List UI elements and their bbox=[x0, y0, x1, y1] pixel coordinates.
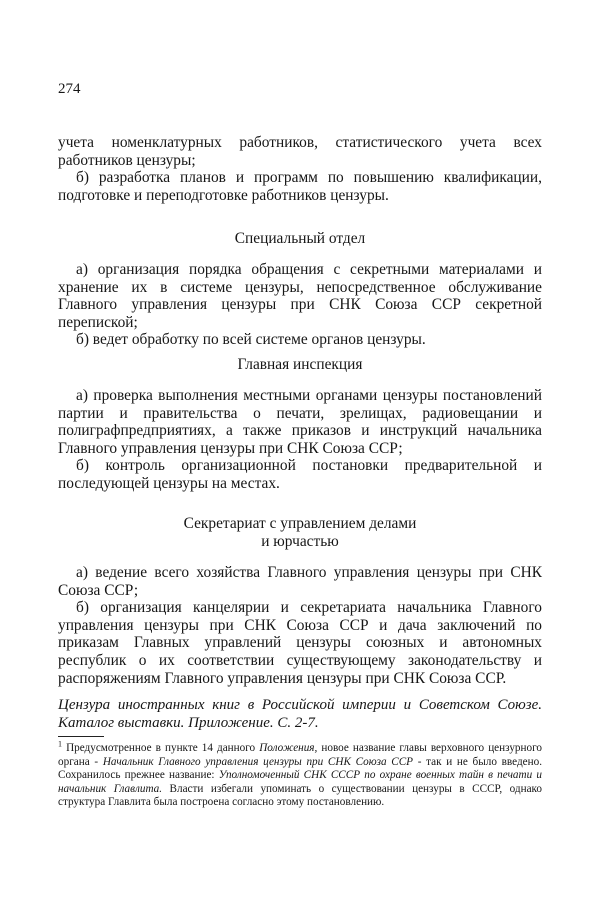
section-title-secretariat bbox=[58, 515, 542, 550]
special-department-block bbox=[58, 261, 542, 349]
footnote-text: Власти избегали упоминать о существовании цензуры в СССР, однако структура Главлита была построена согласно этому постановлению. bbox=[58, 782, 542, 809]
paragraph: б) организация канцелярии и секретариата начальника Главного управления цензуры при СНК Союза ССР и дача заключений по приказам Главных управлений цензуры союзных и автономных республик о их соответствии существующему законодательству и распоряжениям Главного управления цензуры при СНК Союза ССР. bbox=[58, 599, 542, 687]
footnote-italic: Уполномоченный СНК СССР по охране военных тайн в печати и начальник Главлита. bbox=[58, 769, 542, 795]
paragraph: учета номенклатурных работников, статистического учета всех работников цензуры; bbox=[58, 134, 542, 169]
main-inspection-block bbox=[58, 387, 542, 493]
source-citation: Цензура иностранных книг в Российской империи и Советском Союзе. Каталог выставки. Приложение. С. 2-7. bbox=[58, 697, 542, 731]
paragraph: б) контроль организационной постановки предварительной и последующей цензуры на местах. bbox=[58, 457, 542, 492]
section-title-main-inspection: Главная инспекция bbox=[237, 356, 363, 373]
section-title-line: и юрчастью bbox=[261, 532, 339, 550]
page-number: 274 bbox=[58, 81, 81, 97]
paragraph: б) ведет обработку по всей системе органов цензуры. bbox=[76, 331, 426, 349]
paragraph: а) организация порядка обращения с секретными материалами и хранение их в системе цензуры, непосредственное обслуживание Главного управления цензуры при СНК Союза ССР секретной перепиской; bbox=[58, 261, 542, 331]
footnote-divider bbox=[58, 736, 104, 737]
footnote-italic: Положения, bbox=[259, 742, 318, 754]
footnote-mark: 1 bbox=[58, 739, 62, 749]
footnote-text: Предусмотренное в пункте 14 данного bbox=[66, 742, 260, 754]
continuation-block bbox=[58, 134, 542, 204]
section-title-line: Секретариат с управлением делами bbox=[183, 515, 417, 532]
footnote-italic: Начальник Главного управления цензуры при СНК Союза ССР bbox=[102, 755, 414, 768]
paragraph: а) проверка выполнения местными органами цензуры постановлений партии и правительства о печати, зрелищах, радиовещании и полиграфпредприятиях, а также приказов и инструкций начальника Главного управления цензуры при СНК Союза ССР; bbox=[58, 387, 542, 457]
paragraph: б) разработка планов и программ по повышению квалификации, подготовке и переподготовке работников цензуры. bbox=[58, 169, 542, 204]
paragraph: а) ведение всего хозяйства Главного управления цензуры при СНК Союза ССР; bbox=[58, 564, 542, 599]
footnote-text: - так и не было введено. Сохранилось прежнее название: bbox=[58, 755, 542, 782]
footnote-text: новое название главы верховного цензурного органа - bbox=[58, 742, 542, 768]
secretariat-block bbox=[58, 564, 542, 687]
section-title-special-department: Специальный отдел bbox=[234, 230, 366, 247]
footnote bbox=[58, 739, 542, 810]
